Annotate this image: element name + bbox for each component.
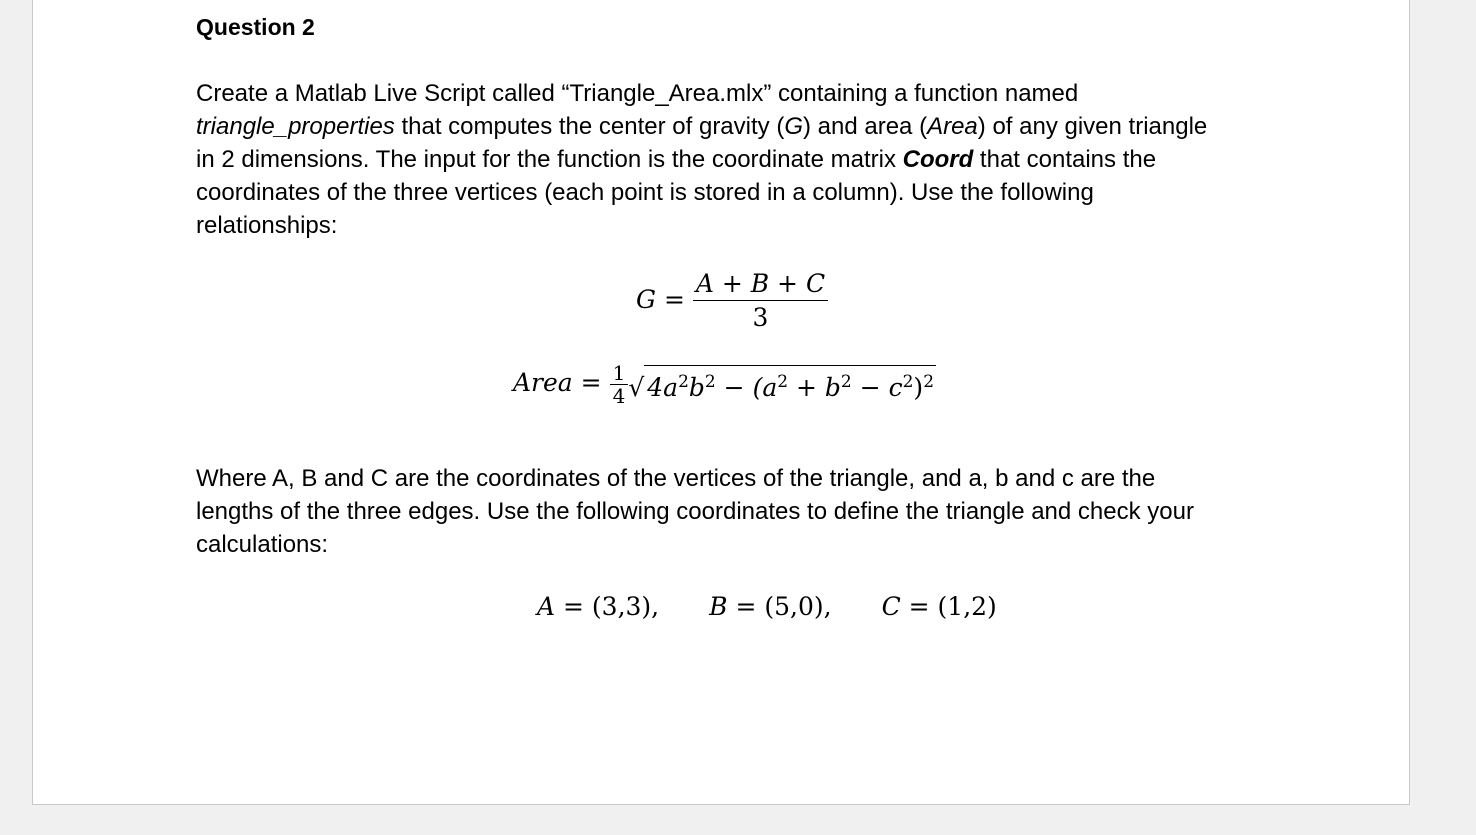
equation-lhs: G xyxy=(636,285,656,314)
text-run: that computes the center of gravity ( xyxy=(394,113,785,140)
coordinates-equation xyxy=(537,592,997,621)
radicand-term: − (a xyxy=(715,373,778,402)
radicand-term: b xyxy=(688,373,705,402)
radicand-term: − c xyxy=(851,373,903,402)
text-run: ) of any given triangle xyxy=(977,113,1208,140)
paragraph-line: Where A, B and C are the coordinates of the vertices of the triangle, and a, b and c are the xyxy=(196,465,1156,492)
paragraph-line: coordinates of the three vertices (each point is stored in a column). Use the following xyxy=(196,179,1094,206)
paragraph-line: relationships: xyxy=(196,212,338,239)
question-heading: Question 2 xyxy=(196,14,315,40)
point-a-value: = (3,3), xyxy=(555,592,660,621)
exponent: 2 xyxy=(923,372,935,392)
exponent: 2 xyxy=(902,372,914,392)
fraction xyxy=(610,362,629,407)
radicand xyxy=(644,365,936,404)
point-c-name: C xyxy=(881,592,901,621)
radicand-term: + b xyxy=(788,373,841,402)
document-page xyxy=(32,0,1410,805)
variable-area: Area xyxy=(927,113,978,140)
exponent: 2 xyxy=(840,372,852,392)
problem-paragraph xyxy=(196,77,1276,242)
exponent: 2 xyxy=(678,372,689,392)
center-of-gravity-equation xyxy=(636,268,828,335)
equation-lhs: Area xyxy=(513,368,573,397)
equals-sign: = xyxy=(580,368,602,397)
function-name: triangle_properties xyxy=(196,113,395,140)
variable-g: G xyxy=(784,113,803,140)
exponent: 2 xyxy=(777,372,789,392)
paragraph-line: Create a Matlab Live Script called “Triangle_Area.mlx” containing a function named xyxy=(196,80,1079,107)
paragraph-line xyxy=(196,143,1276,176)
fraction-numerator: 1 xyxy=(612,361,626,385)
text-run: in 2 dimensions. The input for the function is the coordinate matrix xyxy=(196,146,903,173)
point-a-name: A xyxy=(537,592,556,621)
point-b-value: = (5,0), xyxy=(727,592,832,621)
equals-sign: = xyxy=(663,285,685,314)
exponent: 2 xyxy=(704,372,716,392)
paragraph-line xyxy=(196,110,1276,143)
fraction-denominator: 4 xyxy=(610,384,629,407)
variable-coord: Coord xyxy=(902,146,974,173)
text-run: ) and area ( xyxy=(803,113,928,140)
fraction-numerator: A + B + C xyxy=(695,269,826,298)
paragraph-line: calculations: xyxy=(196,531,329,558)
fraction-denominator: 3 xyxy=(693,300,828,335)
radicand-term: ) xyxy=(913,373,924,402)
point-c-value: = (1,2) xyxy=(900,592,997,621)
fraction xyxy=(693,268,828,335)
point-b-name: B xyxy=(709,592,728,621)
text-run: that contains the xyxy=(973,146,1157,173)
area-equation xyxy=(513,362,936,407)
radicand-term: 4a xyxy=(647,373,679,402)
square-root xyxy=(628,365,936,404)
paragraph-line: lengths of the three edges. Use the following coordinates to define the triangle and check your xyxy=(196,498,1194,525)
radical-sign-icon: √ xyxy=(628,373,645,402)
instructions-paragraph xyxy=(196,462,1276,561)
